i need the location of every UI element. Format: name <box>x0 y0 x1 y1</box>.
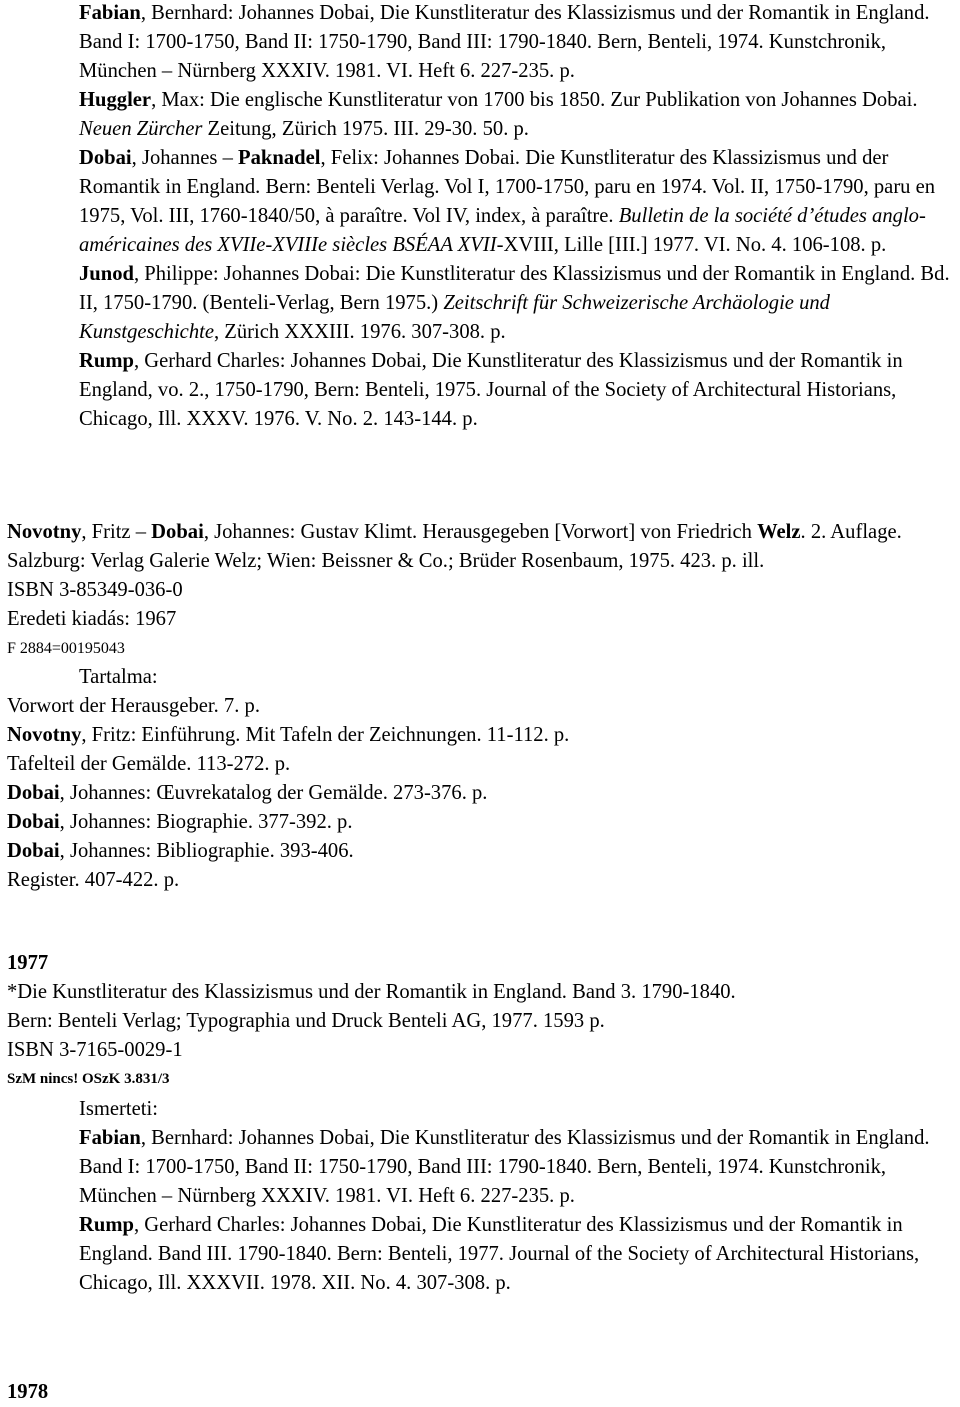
review-list-1977 <box>79 1095 957 1298</box>
reviews-label: Ismerteti: <box>79 1098 158 1120</box>
review-entry-dobai-paknadel: Dobai, Johannes – Paknadel, Felix: Johannes Dobai. Die Kunstliteratur des Klassizismus und der Romantik in England. Bern: Benteli Verlag. Vol I, 1700-1750, paru en 1974. Vol. II, 1750-1790, paru en 1975, Vol. III, 1760-1840/50, à paraître. Vol IV, index, à paraître. Bulletin de la société d’études anglo-américaines des XVIIe-XVIIIe siècles BSÉAA XVII-XVIII, Lille [III.] 1977. VI. No. 4. 106-108. p. <box>79 147 936 256</box>
contents-item: Novotny, Fritz: Einführung. Mit Tafeln der Zeichnungen. 11-112. p. <box>7 724 570 746</box>
review-entry-fabian: Fabian, Bernhard: Johannes Dobai, Die Kunstliteratur des Klassizismus und der Romantik in England. Band I: 1700-1750, Band II: 1750-1790, Band III: 1790-1840. Bern, Benteli, 1974. Kunstchronik, München – Nürnberg XXXIV. 1981. VI. Heft 6. 227-235. p. <box>79 2 930 82</box>
entry-publisher-line: Bern: Benteli Verlag; Typographia und Druck Benteli AG, 1977. 1593 p. <box>7 1010 605 1032</box>
isbn: ISBN 3-85349-036-0 <box>7 579 183 601</box>
year-section-1978 <box>7 1378 957 1407</box>
review-entry-junod: Junod, Philippe: Johannes Dobai: Die Kunstliteratur des Klassizismus und der Romantik in England. Bd. II, 1750-1790. (Benteli-Verlag, Bern 1975.) Zeitschrift für Schweizerische Archäologie und Kunstgeschichte, Zürich XXXIII. 1976. 307-308. p. <box>79 263 950 343</box>
contents-item: Dobai, Johannes: Œuvrekatalog der Gemälde. 273-376. p. <box>7 782 488 804</box>
contents-item: Dobai, Johannes: Biographie. 377-392. p. <box>7 811 353 833</box>
review-entry-rump: Rump, Gerhard Charles: Johannes Dobai, Die Kunstliteratur des Klassizismus und der Romantik in England. Band III. 1790-1840. Bern: Benteli, 1977. Journal of the Society of Architectural Historians, Chicago, Ill. XXXVII. 1978. XII. No. 4. 307-308. p. <box>79 1214 920 1294</box>
isbn: ISBN 3-7165-0029-1 <box>7 1039 183 1061</box>
review-entry-huggler: Huggler, Max: Die englische Kunstliteratur von 1700 bis 1850. Zur Publikation von Johannes Dobai. Neuen Zürcher Zeitung, Zürich 1975. III. 29-30. 50. p. <box>79 89 918 140</box>
contents-label: Tartalma: <box>79 666 158 688</box>
year-heading: 1978 <box>7 1381 49 1403</box>
contents-item: Register. 407-422. p. <box>7 869 180 891</box>
contents-item: Tafelteil der Gemälde. 113-272. p. <box>7 753 291 775</box>
year-heading: 1977 <box>7 952 49 974</box>
entry-title-line: *Die Kunstliteratur des Klassizismus und der Romantik in England. Band 3. 1790-1840. <box>7 981 736 1003</box>
original-edition: Eredeti kiadás: 1967 <box>7 608 177 630</box>
bibliography-entry-klimt <box>7 518 957 895</box>
review-list-top <box>79 0 957 434</box>
shelf-mark: F 2884=00195043 <box>7 640 125 657</box>
review-entry-rump: Rump, Gerhard Charles: Johannes Dobai, Die Kunstliteratur des Klassizismus und der Romantik in England, vo. 2., 1750-1790, Bern: Benteli, 1975. Journal of the Society of Architectural Historians, Chicago, Ill. XXXV. 1976. V. No. 2. 143-144. p. <box>79 350 903 430</box>
entry-citation: Novotny, Fritz – Dobai, Johannes: Gustav Klimt. Herausgegeben [Vorwort] von Friedrich Welz. 2. Auflage. Salzburg: Verlag Galerie Welz; Wien: Beissner & Co.; Brüder Rosenbaum, 1975. 423. p. ill. <box>7 521 902 572</box>
year-section-1977 <box>7 949 957 1094</box>
review-entry-fabian: Fabian, Bernhard: Johannes Dobai, Die Kunstliteratur des Klassizismus und der Romantik in England. Band I: 1700-1750, Band II: 1750-1790, Band III: 1790-1840. Bern, Benteli, 1974. Kunstchronik, München – Nürnberg XXXIV. 1981. VI. Heft 6. 227-235. p. <box>79 1127 930 1207</box>
contents-item: Dobai, Johannes: Bibliographie. 393-406. <box>7 840 354 862</box>
holdings-note: SzM nincs! OSzK 3.831/3 <box>7 1071 170 1087</box>
contents-item: Vorwort der Herausgeber. 7. p. <box>7 695 260 717</box>
